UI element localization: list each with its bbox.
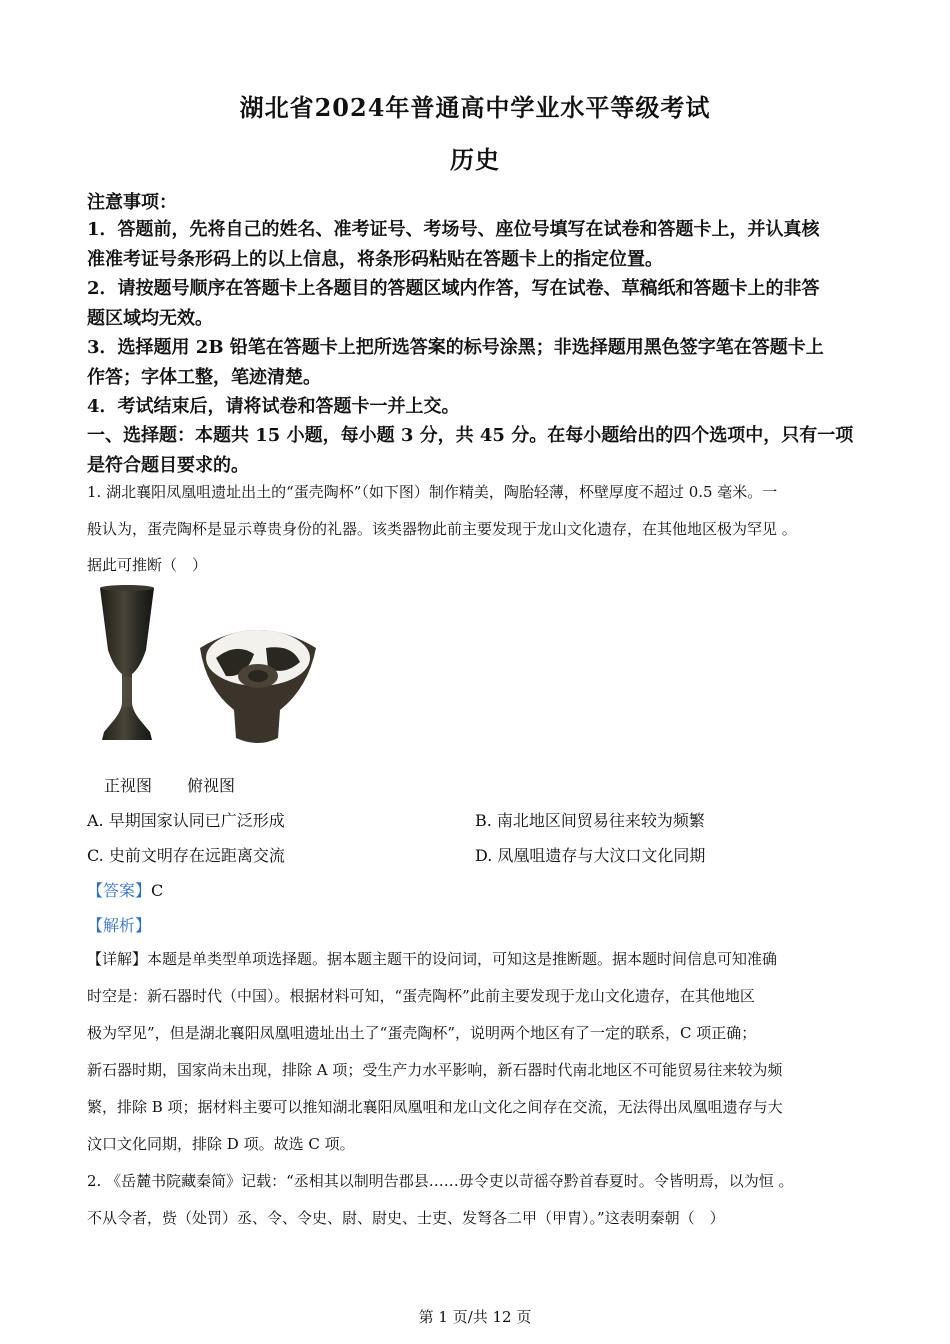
answer-line <box>87 878 163 901</box>
notice-line: 作答；字体工整，笔迹清楚。 <box>87 367 321 388</box>
answer-label: 【答案】 <box>87 881 152 900</box>
eggshell-cup-top-image <box>196 618 320 746</box>
option-b: B. 南北地区间贸易往来较为频繁 <box>475 811 705 830</box>
detail-line: 汶口文化同期，排除 D 项。故选 C 项。 <box>87 1135 355 1153</box>
option-a: A. 早期国家认同已广泛形成 <box>87 811 285 830</box>
notice-line: 2．请按题号顺序在答题卡上各题目的答题区域内作答，写在试卷、草稿纸和答题卡上的非答 <box>87 278 820 299</box>
page-number: 第 1 页/共 12 页 <box>418 1308 532 1326</box>
detail-line: 【详解】本题是单类型单项选择题。据本题主题干的设问词，可知这是推断题。据本题时间信息可知准确 <box>87 950 778 968</box>
exam-title: 湖北省2024年普通高中学业水平等级考试 <box>239 93 711 122</box>
q1-stem: 1. 湖北襄阳凤凰咀遗址出土的“蛋壳陶杯”（如下图）制作精美，陶胎轻薄，杯壁厚度不超过 0.5 毫米。一 <box>87 483 778 501</box>
detail-line: 极为罕见”，但是湖北襄阳凤凰咀遗址出土了“蛋壳陶杯”，说明两个地区有了一定的联系，C 项正确； <box>87 1024 757 1042</box>
notice-line: 题区域均无效。 <box>87 308 213 329</box>
section-heading: 一、选择题：本题共 15 小题，每小题 3 分，共 45 分。在每小题给出的四个选项中，只有一项 <box>87 425 854 446</box>
detail-line: 繁，排除 B 项；据材料主要可以推知湖北襄阳凤凰咀和龙山文化之间存在交流，无法得出凤凰咀遗存与大 <box>87 1098 783 1116</box>
analysis-label: 【解析】 <box>87 916 152 935</box>
eggshell-cup-front-image <box>92 582 162 744</box>
q1-stem: 般认为，蛋壳陶杯是显示尊贵身份的礼器。该类器物此前主要发现于龙山文化遗存，在其他地区极为罕见 。 <box>87 520 797 538</box>
q2-stem: 不从令者，赀（处罚）丞、令、令史、尉、尉史、士吏、发弩各二甲（甲胄）。”这表明秦朝（ ） <box>87 1209 725 1227</box>
option-d: D. 凤凰咀遗存与大汶口文化同期 <box>475 846 706 865</box>
detail-line: 新石器时期，国家尚未出现，排除 A 项；受生产力水平影响，新石器时代南北地区不可能贸易往来较为频 <box>87 1061 783 1079</box>
notice-line: 准准考证号条形码上的以上信息，将条形码粘贴在答题卡上的指定位置。 <box>87 249 663 270</box>
option-c: C. 史前文明存在远距离交流 <box>87 846 285 865</box>
notice-line: 1．答题前，先将自己的姓名、准考证号、考场号、座位号填写在试卷和答题卡上，并认真核 <box>87 219 820 240</box>
notice-line: 4．考试结束后，请将试卷和答题卡一并上交。 <box>87 396 460 417</box>
caption-front-view: 正视图 <box>104 776 153 795</box>
caption-top-view: 俯视图 <box>187 776 236 795</box>
notice-line: 3．选择题用 2B 铅笔在答题卡上把所选答案的标号涂黑；非选择题用黑色签字笔在答题卡上 <box>87 337 824 358</box>
subject-title: 历史 <box>450 145 500 174</box>
q2-stem: 2. 《岳麓书院藏秦简》记载：“丞相其以制明告郡县……毋令吏以苛徭夺黔首春夏时。令皆明焉，以为恒 。 <box>87 1172 794 1190</box>
notice-heading: 注意事项： <box>87 192 177 213</box>
q1-stem: 据此可推断（ ） <box>87 556 208 574</box>
section-heading: 是符合题目要求的。 <box>87 455 249 476</box>
answer-value: C <box>151 881 164 900</box>
detail-line: 时空是：新石器时代（中国）。根据材料可知，“蛋壳陶杯”此前主要发现于龙山文化遗存，在其他地区 <box>87 987 755 1005</box>
